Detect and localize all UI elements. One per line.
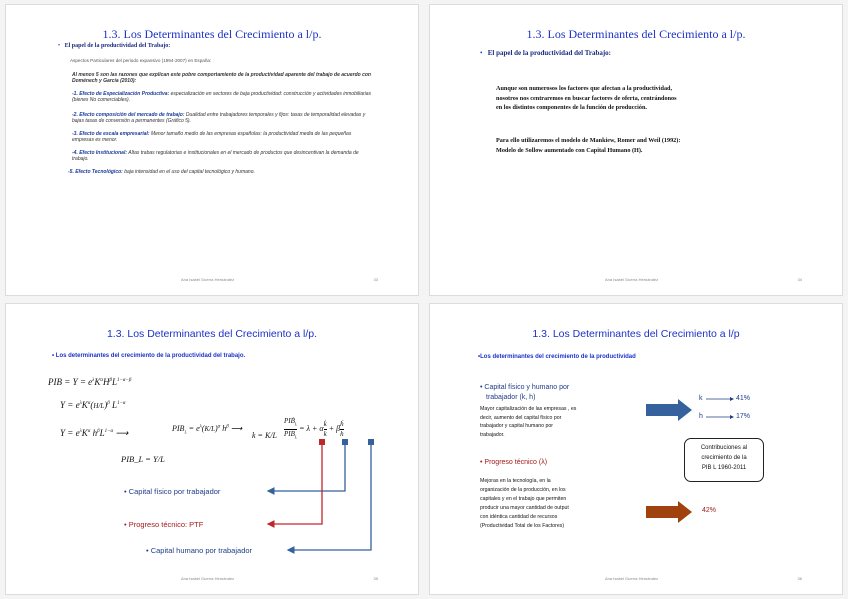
slide-title: 1.3. Los Determinantes del Crecimiento a l/p. [106,328,318,340]
slide-subtitle [480,49,611,57]
label-progreso-tecnico: • Progreso técnico: PTF [124,520,204,529]
author-text: Ana Isabel Guerra Hernández [181,576,235,581]
capital-title: • Capital físico y humano por trabajador (k, h) [480,384,570,401]
ptf-marker [319,439,325,445]
equation-per-worker-1: $Y = e^\lambda K^\alpha(H/L)^\beta$ $L^{1-\alpha}$ [60,400,126,410]
text-line: Mejoras en la tecnología, en la [480,478,551,484]
text-line: Contribuciones al [700,445,748,451]
slide-35 [6,304,418,594]
label-capital-humano: • Capital humano por trabajador [146,546,253,555]
text-line: organización de la producción, en los [480,487,566,493]
list-item: -2. Efecto composición del mercado de trabajo: Dualidad entre trabajadores temporales y fijos: tasas de temporalidad elevadas y bajas tasas de conversión a permanentes (Gráfico 5). [72,112,366,124]
bullet-icon: • [480,49,483,57]
list-item: -5. Efecto Tecnológico: baja intensidad en el uso del capital tecnológico y humano. [68,169,255,175]
text-line: trabajador. [480,431,505,438]
author-text: Ana Isabel Guerra Hernández [181,277,235,282]
page-number: 36 [797,576,802,581]
text-line: capitales y en el trabajo que permiten [480,496,567,502]
text-line: Capital físico y humano por [484,384,570,391]
progreso-title: • Progreso técnico (λ) [480,459,548,466]
subtitle-text: Los determinantes del crecimiento de la productividad del trabajo. [55,353,246,359]
text-line: PIB L 1960-2011 [701,465,747,471]
bullet-icon: • [478,354,481,360]
h-arrowhead-icon [730,415,734,419]
equation-growth: PIḂ$_L$ $PIB_L = \lambda$ + αk̇ k + βḣ h [284,417,344,440]
text-line: Mayor capitalización de las empresas , es [480,406,577,412]
k-value: 41% [736,395,751,402]
equation-k: k = K/L [252,431,277,440]
pibl-definition: PIB_L = Y/L [121,454,165,464]
ptf-arrow [268,445,322,524]
bullet-icon: • [58,43,61,49]
text-line: Para ello utilizaremos el modelo de Mankiew, Romer and Weil (1992): [496,137,681,144]
text-line: trabajador (k, h) [486,394,536,401]
slide-title: 1.3. Los Determinantes del Crecimiento a l/p [532,328,740,340]
text-line: crecimiento de la [701,455,747,461]
equation-production: PIB = $Y = e^\lambda K^\alpha H^\beta L^{1-\alpha-\beta}$ [48,377,132,387]
text-line: Aunque son numerosos los factores que afectan a la productividad, [496,85,673,92]
text-line: (Productividad Total de los Factores) [480,523,565,529]
contribution-arrows [430,304,842,594]
page-number: 34 [797,277,802,282]
list-item: -1. Efecto de Especialización Productiva: especialización en sectores de baja productividad: construcción y actividades inmobiliarias (bienes No comerciables). [72,91,372,103]
contribution-box [684,438,764,482]
author-text: Ana Isabel Guerra Hernández [605,277,659,282]
paragraph-1 [496,84,677,113]
text-line: nosotros nos centraremos en buscar factores de oferta, centrándonos [496,94,677,102]
aspects-text: Aspectos Particulares del periodo expansivo (1994-2007) en España: [70,58,212,63]
paragraph-2 [496,136,680,155]
h-label: h [699,413,703,420]
capital-arrow-icon [646,399,692,421]
equation-per-worker-2: $Y = e^\lambda K^\alpha$ $h^\beta L^{1-\alpha}$ ⟶ [60,428,129,438]
slide-title: 1.3. Los Determinantes del Crecimiento a l/p. [526,27,746,41]
slide-36 [430,304,842,594]
k-marker [342,439,348,445]
subtitle-text: El papel de la productividad del Trabajo: [487,49,612,57]
author-text: Ana Isabel Guerra Hernández [605,576,659,581]
k-arrow [268,445,345,491]
label-capital-fisico: • Capital físico por trabajador [124,487,221,496]
text-line: decir, aumento del capital físico por [480,414,562,421]
text-line: con idéntica cantidad de recursos [480,514,558,520]
slide-34 [430,5,842,295]
h-value: 17% [736,413,751,420]
bullet-icon: • [52,353,55,359]
subtitle-text: Los determinantes del crecimiento de la productividad [480,354,636,360]
intro-text: Al menos 5 son las razones que explican este pobre comportamiento de la productividad aparente del trabajo de acuerdo con Doménech y García (2010): [72,72,371,84]
page-number: 35 [373,576,378,581]
slide-title: 1.3. Los Determinantes del Crecimiento a l/p. [102,27,322,41]
k-label: k [699,395,703,402]
list-item: -3. Efecto de escala empresarial: Menor tamaño medio de las empresas españolas: la productividad media de las pequeñas empresas es menor. [72,131,352,143]
equation-pibl: $PIB_L = e^\lambda(K/L)^\alpha$ $h^\beta$ ⟶ [172,424,243,435]
h-marker [368,439,374,445]
slide-33 [6,5,418,295]
text-line: en los distintos componentes de la función de producción. [496,104,647,111]
k-arrowhead-icon [730,397,734,401]
text-line: producir una mayor cantidad de output [480,505,569,511]
ptf-arrow-icon [646,501,692,523]
ptf-value: 42% [702,507,717,514]
slide-subtitle [58,43,170,49]
text-line: trabajador y capital humano por [480,423,553,429]
list-item: -4. Efecto Institucional: Altas trabas regulatorias e institucionales en el mercado de productos que desincentivan la demanda de trabajo. [72,150,359,162]
h-arrow [288,445,371,550]
subtitle-text: El papel de la productividad del Trabajo: [64,43,171,49]
text-line: Modelo de Sollow aumentado con Capital Humano (H). [496,146,643,154]
page-number: 33 [373,277,378,282]
